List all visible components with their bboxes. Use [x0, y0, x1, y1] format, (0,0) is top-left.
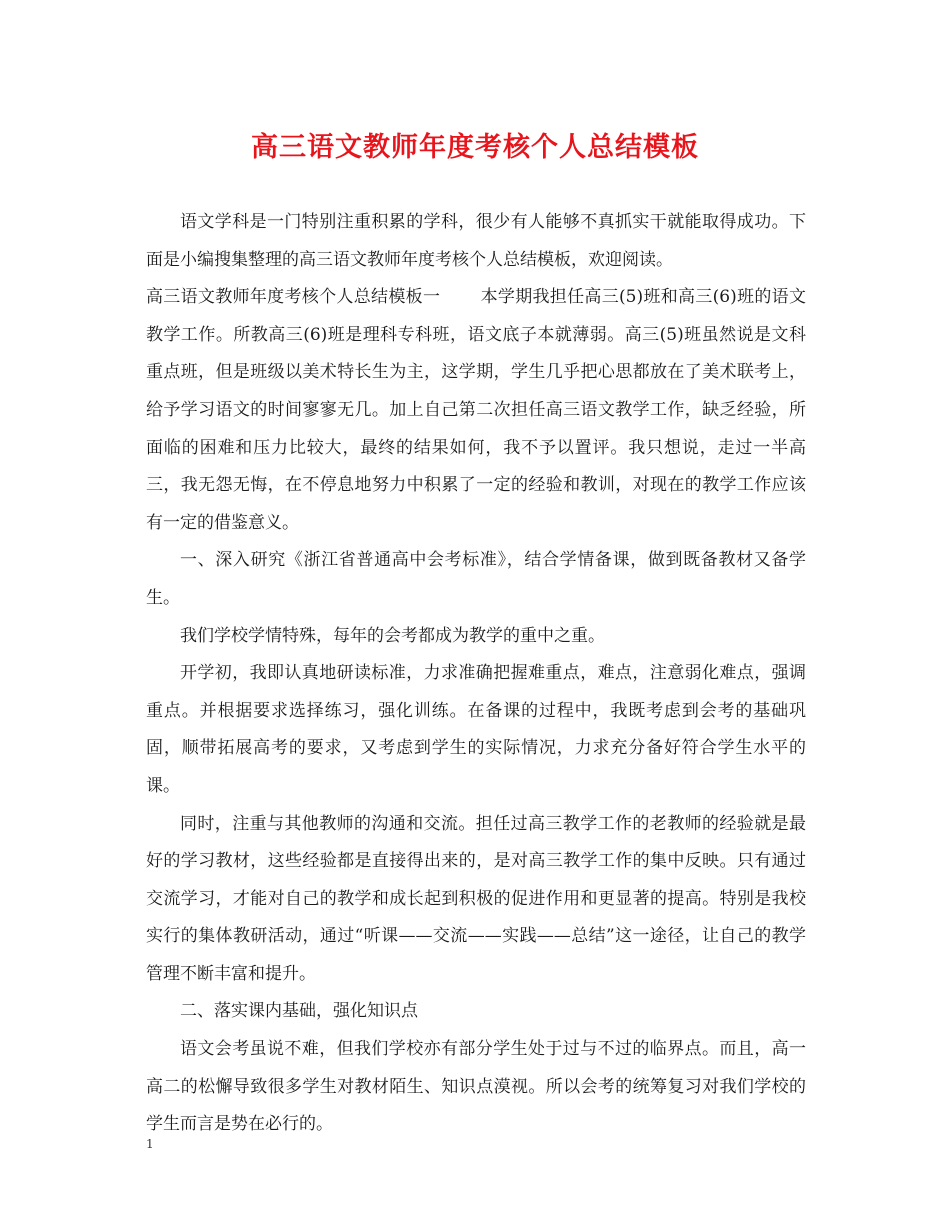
heading-paragraph: 一、深入研究《浙江省普通高中会考标准》，结合学情备课，做到既备教材又备学生。: [146, 550, 806, 608]
section-title: 高三语文教师年度考核个人总结模板一: [146, 287, 441, 308]
body-paragraph: 语文会考虽说不难，但我们学校亦有部分学生处于过与不过的临界点。而且，高一高二的松懈导致很多学生对教材陌生、知识点漠视。所以会考的统筹复习对我们学校的学生而言是势在必行的。: [146, 1039, 806, 1135]
document-body: [146, 204, 806, 1144]
page-title: 高三语文教师年度考核个人总结模板: [251, 132, 699, 163]
page-number: 1: [146, 1137, 154, 1151]
body-paragraph: 我们学校学情特殊，每年的会考都成为教学的重中之重。: [180, 625, 605, 646]
section-body: 本学期我担任高三(5)班和高三(6)班的语文教学工作。所教高三(6)班是理科专科班，语文底子本就薄弱。高三(5)班虽然说是文科重点班，但是班级以美术特长生为主，这学期，学生几乎把心思都放在了美术联考上，给予学习语文的时间寥寥无几。加上自己第二次担任高三语文教学工作，缺乏经验，所面临的困难和压力比较大，最终的结果如何，我不予以置评。我只想说，走过一半高三，我无怨无悔，在不停息地努力中积累了一定的经验和教训，对现在的教学工作应该有一定的借鉴意义。: [146, 287, 806, 533]
section-1-paragraph: [146, 279, 806, 542]
body-paragraph: 同时，注重与其他教师的沟通和交流。担任过高三教学工作的老教师的经验就是最好的学习教材，这些经验都是直接得出来的，是对高三教学工作的集中反映。只有通过交流学习，才能对自己的教学和成长起到积极的促进作用和更显著的提高。特别是我校实行的集体教研活动，通过“听课——交流——实践——总结”这一途径，让自己的教学管理不断丰富和提升。: [146, 813, 806, 984]
intro-paragraph: 语文学科是一门特别注重积累的学科，很少有人能够不真抓实干就能取得成功。下面是小编搜集整理的高三语文教师年度考核个人总结模板，欢迎阅读。: [146, 212, 806, 270]
body-paragraph: 开学初，我即认真地研读标准，力求准确把握难重点，难点，注意弱化难点，强调重点。并根据要求选择练习，强化训练。在备课的过程中，我既考虑到会考的基础巩固，顺带拓展高考的要求，又考虑到学生的实际情况，力求充分备好符合学生水平的课。: [146, 663, 806, 796]
heading-paragraph: 二、落实课内基础，强化知识点: [180, 1001, 418, 1022]
